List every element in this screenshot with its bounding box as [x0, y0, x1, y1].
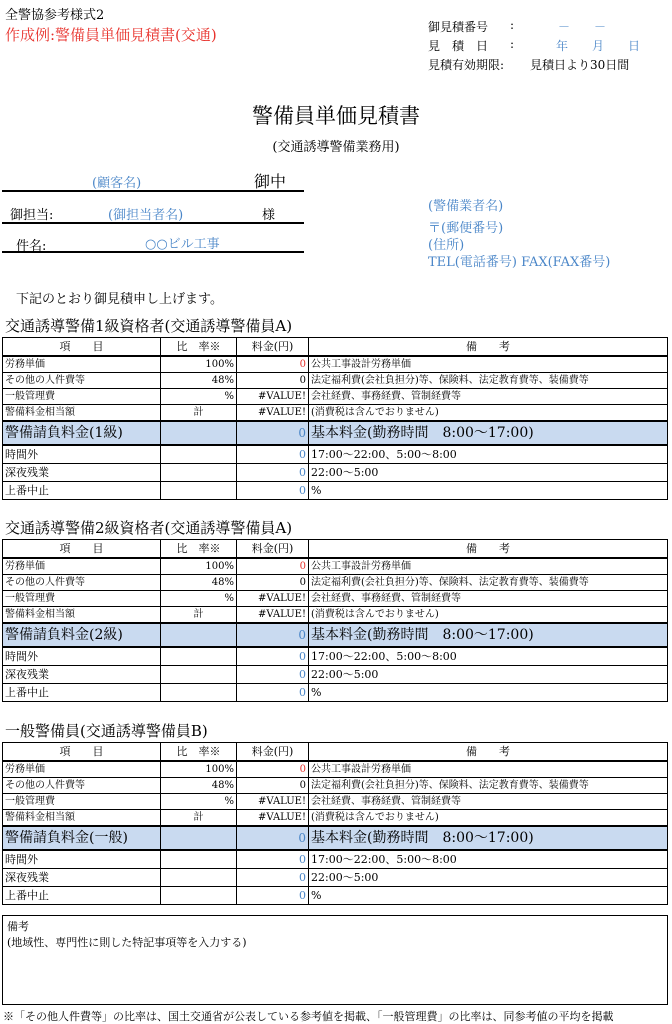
item-cell: 労務単価 [3, 356, 161, 373]
fee-row [3, 623, 668, 647]
table-header-row [3, 338, 668, 357]
extra-item-cell: 深夜残業 [3, 666, 161, 684]
estimate-table [2, 337, 668, 500]
table-row [3, 373, 668, 389]
ratio-cell[interactable]: 計 [161, 810, 237, 827]
extra-ratio-cell [161, 887, 237, 905]
item-cell: 一般管理費 [3, 794, 161, 810]
item-cell: 労務単価 [3, 558, 161, 575]
extra-amount-cell[interactable]: 0 [237, 647, 309, 666]
item-cell: その他の人件費等 [3, 575, 161, 591]
section-title: 一般警備員(交通誘導警備員B) [5, 722, 208, 740]
amount-cell: #VALUE! [237, 607, 309, 624]
note-cell: (消費税は含んでおりません) [309, 405, 668, 422]
intro-text: 下記のとおり御見積申し上げます。 [16, 292, 223, 307]
extra-item-cell: 時間外 [3, 850, 161, 869]
extra-amount-cell[interactable]: 0 [237, 869, 309, 887]
col-item-header: 項 目 [3, 338, 161, 357]
vendor-name: (警備業者名) [428, 199, 504, 214]
quote-no-label: 御見積番号 [428, 20, 489, 34]
ratio-cell[interactable]: 100% [161, 761, 237, 778]
amount-cell: 0 [237, 558, 309, 575]
estimate-table [2, 539, 668, 702]
tanto-name: (御担当者名) [108, 208, 184, 223]
date-label: 見 積 日 [428, 39, 489, 53]
section-title: 交通誘導警備1級資格者(交通誘導警備員A) [5, 317, 293, 335]
footnote: ※「その他人件費等」の比率は、国土交通省が公表している参考値を掲載、「一般管理費」の比率は、同参考値の平均を掲載 [3, 1010, 614, 1023]
amount-cell: #VALUE! [237, 794, 309, 810]
fee-item-cell: 警備請負料金(1級) [3, 421, 161, 445]
extra-ratio-cell [161, 666, 237, 684]
fee-row [3, 421, 668, 445]
ratio-cell[interactable]: % [161, 389, 237, 405]
extra-row [3, 445, 668, 464]
quote-no-value: － － [558, 20, 607, 34]
fee-ratio-cell [161, 826, 237, 850]
section-title: 交通誘導警備2級資格者(交通誘導警備員A) [5, 519, 293, 537]
client-underline [2, 190, 304, 192]
extra-row [3, 869, 668, 887]
amount-cell: #VALUE! [237, 405, 309, 422]
amount-cell: 0 [237, 778, 309, 794]
extra-row [3, 482, 668, 500]
col-ratio-header: 比 率※ [161, 540, 237, 559]
amount-cell: 0 [237, 575, 309, 591]
extra-amount-cell[interactable]: 0 [237, 887, 309, 905]
amount-cell: #VALUE! [237, 591, 309, 607]
extra-ratio-cell [161, 464, 237, 482]
extra-row [3, 887, 668, 905]
table-row [3, 389, 668, 405]
col-amount-header: 料金(円) [237, 743, 309, 762]
extra-note-cell: 17:00～22:00、5:00～8:00 [309, 647, 668, 666]
tanto-label: 御担当: [10, 208, 54, 223]
note-cell: 法定福利費(会社負担分)等、保険料、法定教育費等、装備費等 [309, 778, 668, 794]
table-row [3, 761, 668, 778]
extra-amount-cell[interactable]: 0 [237, 445, 309, 464]
ratio-cell[interactable]: 48% [161, 778, 237, 794]
extra-amount-cell[interactable]: 0 [237, 850, 309, 869]
vendor-address: (住所) [428, 238, 465, 253]
extra-amount-cell[interactable]: 0 [237, 666, 309, 684]
validity-label: 見積有効期限: [428, 58, 505, 72]
ratio-cell[interactable]: 計 [161, 405, 237, 422]
extra-item-cell: 深夜残業 [3, 464, 161, 482]
table-row [3, 591, 668, 607]
kenmei-value: ○○ビル工事 [145, 237, 220, 252]
page-title: 警備員単価見積書 [252, 104, 420, 128]
amount-cell: 0 [237, 373, 309, 389]
col-note-header: 備 考 [309, 743, 668, 762]
ratio-cell[interactable]: 48% [161, 373, 237, 389]
item-cell: 一般管理費 [3, 591, 161, 607]
note-cell: (消費税は含んでおりません) [309, 810, 668, 827]
extra-row [3, 684, 668, 702]
table-row [3, 356, 668, 373]
extra-amount-cell[interactable]: 0 [237, 464, 309, 482]
extra-note-cell: % [309, 887, 668, 905]
extra-item-cell: 深夜残業 [3, 869, 161, 887]
extra-row [3, 464, 668, 482]
col-note-header: 備 考 [309, 540, 668, 559]
table-row [3, 810, 668, 827]
extra-item-cell: 時間外 [3, 647, 161, 666]
table-row [3, 778, 668, 794]
sama: 様 [262, 208, 276, 223]
vendor-contact: TEL(電話番号) FAX(FAX番号) [428, 255, 611, 270]
note-cell: 法定福利費(会社負担分)等、保険料、法定教育費等、装備費等 [309, 373, 668, 389]
vendor-postal: 〒(郵便番号) [428, 221, 504, 236]
extra-amount-cell[interactable]: 0 [237, 684, 309, 702]
table-row [3, 575, 668, 591]
tanto-underline [2, 222, 304, 224]
item-cell: その他の人件費等 [3, 373, 161, 389]
ratio-cell[interactable]: % [161, 794, 237, 810]
item-cell: 警備料金相当額 [3, 607, 161, 624]
col-ratio-header: 比 率※ [161, 743, 237, 762]
ratio-cell[interactable]: 計 [161, 607, 237, 624]
fee-amount-cell[interactable]: 0 [237, 623, 309, 647]
table-header-row [3, 743, 668, 762]
extra-row [3, 850, 668, 869]
date-colon: : [510, 37, 515, 51]
extra-note-cell: 17:00～22:00、5:00～8:00 [309, 850, 668, 869]
extra-note-cell: % [309, 482, 668, 500]
onchu: 御中 [254, 172, 287, 191]
fee-ratio-cell [161, 623, 237, 647]
quote-no-colon: : [510, 18, 515, 32]
fee-item-cell: 警備請負料金(一般) [3, 826, 161, 850]
remarks-label: 備考 [7, 920, 29, 933]
item-cell: 警備料金相当額 [3, 810, 161, 827]
extra-note-cell: 22:00～5:00 [309, 464, 668, 482]
ratio-cell[interactable]: 48% [161, 575, 237, 591]
extra-ratio-cell [161, 850, 237, 869]
remarks-box[interactable] [2, 915, 668, 1005]
col-amount-header: 料金(円) [237, 540, 309, 559]
extra-note-cell: % [309, 684, 668, 702]
client-name: (顧客名) [92, 176, 142, 191]
extra-note-cell: 17:00～22:00、5:00～8:00 [309, 445, 668, 464]
amount-cell: 0 [237, 761, 309, 778]
table-row [3, 405, 668, 422]
note-cell: 法定福利費(会社負担分)等、保険料、法定教育費等、装備費等 [309, 575, 668, 591]
extra-item-cell: 上番中止 [3, 482, 161, 500]
extra-item-cell: 上番中止 [3, 684, 161, 702]
date-value: 年 月 日 [556, 39, 641, 53]
ratio-cell[interactable]: % [161, 591, 237, 607]
note-cell: 会社経費、事務経費、管制経費等 [309, 389, 668, 405]
table-row [3, 607, 668, 624]
extra-item-cell: 時間外 [3, 445, 161, 464]
extra-ratio-cell [161, 445, 237, 464]
extra-item-cell: 上番中止 [3, 887, 161, 905]
fee-amount-cell[interactable]: 0 [237, 421, 309, 445]
item-cell: 一般管理費 [3, 389, 161, 405]
extra-note-cell: 22:00～5:00 [309, 869, 668, 887]
page-subtitle: (交通誘導警備業務用) [272, 140, 400, 155]
col-item-header: 項 目 [3, 540, 161, 559]
fee-ratio-cell [161, 421, 237, 445]
fee-note-cell: 基本料金(勤務時間 8:00～17:00) [309, 623, 668, 647]
table-header-row [3, 540, 668, 559]
item-cell: その他の人件費等 [3, 778, 161, 794]
remarks-hint: (地域性、専門性に則した特記事項等を入力する) [7, 936, 247, 949]
item-cell: 労務単価 [3, 761, 161, 778]
amount-cell: #VALUE! [237, 389, 309, 405]
note-cell: 会社経費、事務経費、管制経費等 [309, 794, 668, 810]
fee-amount-cell[interactable]: 0 [237, 826, 309, 850]
example-label: 作成例:警備員単価見積書(交通) [5, 26, 217, 44]
note-cell: 会社経費、事務経費、管制経費等 [309, 591, 668, 607]
fee-row [3, 826, 668, 850]
col-note-header: 備 考 [309, 338, 668, 357]
col-amount-header: 料金(円) [237, 338, 309, 357]
validity-value: 見積日より30日間 [530, 58, 630, 72]
fee-note-cell: 基本料金(勤務時間 8:00～17:00) [309, 826, 668, 850]
note-cell: 公共工事設計労務単価 [309, 761, 668, 778]
amount-cell: 0 [237, 356, 309, 373]
ratio-cell[interactable]: 100% [161, 356, 237, 373]
extra-ratio-cell [161, 482, 237, 500]
table-row [3, 558, 668, 575]
note-cell: 公共工事設計労務単価 [309, 558, 668, 575]
item-cell: 警備料金相当額 [3, 405, 161, 422]
table-row [3, 794, 668, 810]
kenmei-underline [2, 251, 304, 253]
extra-row [3, 666, 668, 684]
ratio-cell[interactable]: 100% [161, 558, 237, 575]
note-cell: (消費税は含んでおりません) [309, 607, 668, 624]
extra-ratio-cell [161, 869, 237, 887]
form-name: 全警協参考様式2 [5, 8, 105, 23]
extra-amount-cell[interactable]: 0 [237, 482, 309, 500]
extra-row [3, 647, 668, 666]
note-cell: 公共工事設計労務単価 [309, 356, 668, 373]
col-item-header: 項 目 [3, 743, 161, 762]
extra-ratio-cell [161, 684, 237, 702]
extra-ratio-cell [161, 647, 237, 666]
estimate-table [2, 742, 668, 905]
kenmei-label: 件名: [16, 239, 47, 254]
fee-item-cell: 警備請負料金(2級) [3, 623, 161, 647]
col-ratio-header: 比 率※ [161, 338, 237, 357]
fee-note-cell: 基本料金(勤務時間 8:00～17:00) [309, 421, 668, 445]
amount-cell: #VALUE! [237, 810, 309, 827]
extra-note-cell: 22:00～5:00 [309, 666, 668, 684]
